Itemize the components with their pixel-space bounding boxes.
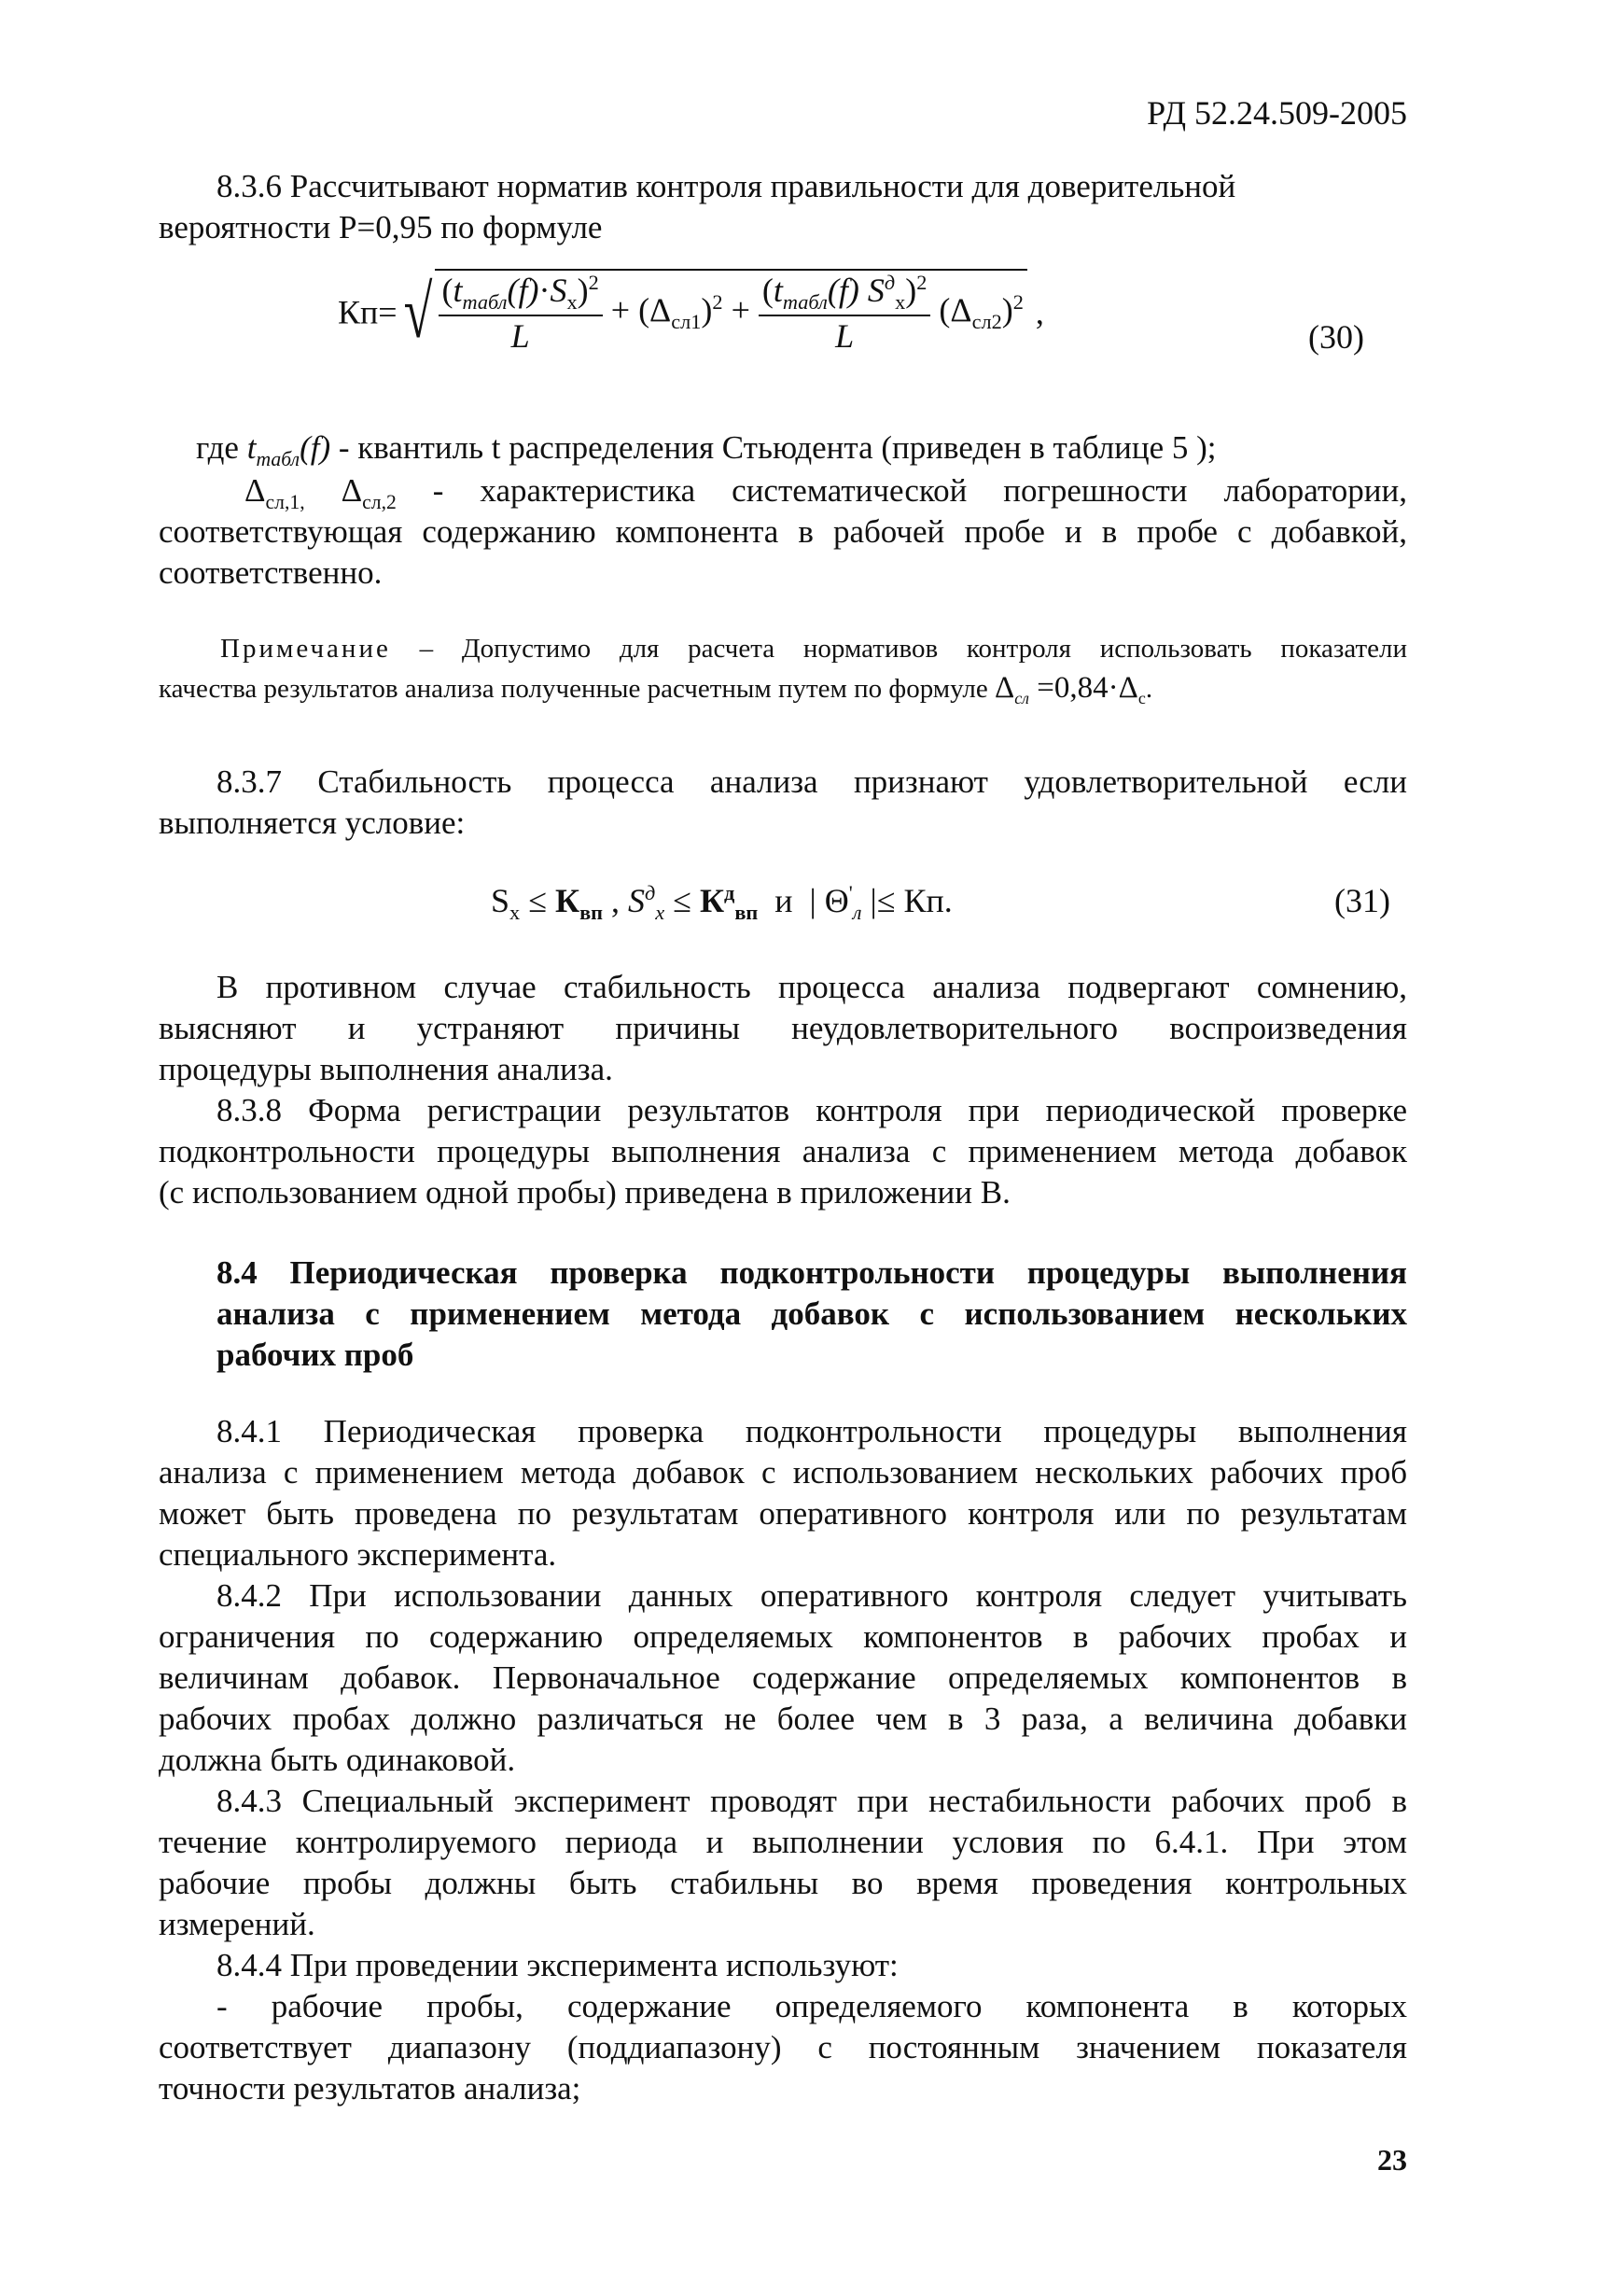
para-841-line2: анализа с применением метода добавок с использованием нескольких рабочих проб bbox=[159, 1454, 1407, 1491]
note-line2: качества результатов анализа полученные расчетным путем по формуле $\Delta_{сл} =0,84\cdot\Delta_с$. bbox=[159, 671, 1153, 707]
page-number: 23 bbox=[1377, 2143, 1407, 2177]
para-842-line2: ограничения по содержанию определяемых компонентов в рабочих пробах и bbox=[159, 1618, 1407, 1655]
para-838-line3: (с использованием одной пробы) приведена в приложении В. bbox=[159, 1174, 1011, 1211]
para-843-line4: измерений. bbox=[159, 1906, 315, 1942]
para-836-line1: 8.3.6 Рассчитывают норматив контроля правильности для доверительной bbox=[216, 168, 1236, 204]
para-838-line1: 8.3.8 Форма регистрации результатов контроля при периодической проверке bbox=[216, 1092, 1407, 1128]
where-delta-line3: соответственно. bbox=[159, 554, 383, 591]
section-84-heading-line2: анализа с применением метода добавок с использованием нескольких bbox=[216, 1295, 1407, 1332]
para-844-line2: - рабочие пробы, содержание определяемого компонента в которых bbox=[216, 1988, 1407, 2024]
para-841-line1: 8.4.1 Периодическая проверка подконтрольности процедуры выполнения bbox=[216, 1413, 1407, 1449]
para-844-line4: точности результатов анализа; bbox=[159, 2070, 581, 2107]
note-line1: Примечание – Допустимо для расчета нормативов контроля использовать показатели bbox=[220, 634, 1407, 664]
sqrt-sign: √ bbox=[403, 271, 432, 354]
document-code-header: РД 52.24.509-2005 bbox=[1147, 94, 1407, 132]
formula-30-lhs: Кп= bbox=[338, 293, 398, 331]
para-after31-line3: процедуры выполнения анализа. bbox=[159, 1051, 613, 1087]
where-delta-line2: соответствующая содержанию компонента в рабочей пробе и в пробе с добавкой, bbox=[159, 513, 1407, 550]
para-841-line4: специального эксперимента. bbox=[159, 1536, 557, 1573]
para-842-line3: величинам добавок. Первоначальное содержание определяемых компонентов в bbox=[159, 1659, 1407, 1696]
para-837-line2: выполняется условие: bbox=[159, 805, 466, 841]
section-84-heading-line3: рабочих проб bbox=[216, 1337, 414, 1373]
para-838-line2: подконтрольности процедуры выполнения анализа с применением метода добавок bbox=[159, 1133, 1407, 1169]
formula-30: Кп=√ $\frac{(t_{табл}(f)\cdot S_x)^2}{L}$ + $(\Delta_{сл1})^2$ + $\frac{(t_{табл}(f) S^д_x)^2}{L}$ $(\Delta_{сл2})^2$ , bbox=[338, 271, 1044, 356]
formula-31: $S_x \le К_{вп}$ , $S^д_x \le К^д_{вп}$ и | $\Theta'_л$ |≤ Кп. bbox=[491, 881, 953, 925]
formula-31-number: (31) bbox=[1334, 882, 1390, 919]
fraction-2: $\frac{(t_{табл}(f) S^д_x)^2}{L}$ bbox=[759, 271, 931, 356]
note-label: Примечание bbox=[220, 634, 391, 664]
para-844-line3: соответствует диапазону (поддиапазону) с постоянным значением показателя bbox=[159, 2029, 1407, 2065]
para-842-line5: должна быть одинаковой. bbox=[159, 1742, 516, 1778]
formula-30-number: (30) bbox=[1308, 318, 1364, 356]
para-842-line1: 8.4.2 При использовании данных оперативного контроля следует учитывать bbox=[216, 1577, 1407, 1614]
para-843-line1: 8.4.3 Специальный эксперимент проводят при нестабильности рабочих проб в bbox=[216, 1783, 1407, 1819]
para-836-line2: вероятности Р=0,95 по формуле bbox=[159, 209, 603, 245]
para-837-line1: 8.3.7 Стабильность процесса анализа признают удовлетворительной если bbox=[216, 763, 1407, 800]
para-after31-line2: выясняют и устраняют причины неудовлетворительного воспроизведения bbox=[159, 1010, 1407, 1046]
para-843-line2: течение контролируемого периода и выполнении условия по 6.4.1. При этом bbox=[159, 1824, 1407, 1860]
where-t-line: где $t_{табл}(f)$ - квантиль t распределения Стьюдента (приведен в таблице 5 ); bbox=[196, 429, 1217, 470]
sqrt-body: $\frac{(t_{табл}(f)\cdot S_x)^2}{L}$ + $(\Delta_{сл1})^2$ + $\frac{(t_{табл}(f) S^д_x)^2}{L}$ $(\Delta_{сл2})^2$ bbox=[435, 269, 1027, 356]
where-delta-line: $\Delta_{сл,1,}$ $\Delta_{сл,2}$ - характеристика систематической погрешности лаборатории, bbox=[244, 472, 1407, 513]
section-84-heading-line1: 8.4 Периодическая проверка подконтрольности процедуры выполнения bbox=[216, 1254, 1407, 1291]
para-after31-line1: В противном случае стабильность процесса анализа подвергают сомнению, bbox=[216, 969, 1407, 1005]
fraction-1: $\frac{(t_{табл}(f)\cdot S_x)^2}{L}$ bbox=[439, 271, 603, 356]
para-843-line3: рабочие пробы должны быть стабильны во время проведения контрольных bbox=[159, 1865, 1407, 1901]
para-842-line4: рабочих пробах должно различаться не более чем в 3 раза, а величина добавки bbox=[159, 1701, 1407, 1737]
para-841-line3: может быть проведена по результатам оперативного контроля или по результатам bbox=[159, 1495, 1407, 1532]
para-844-line1: 8.4.4 При проведении эксперимента используют: bbox=[216, 1947, 899, 1983]
